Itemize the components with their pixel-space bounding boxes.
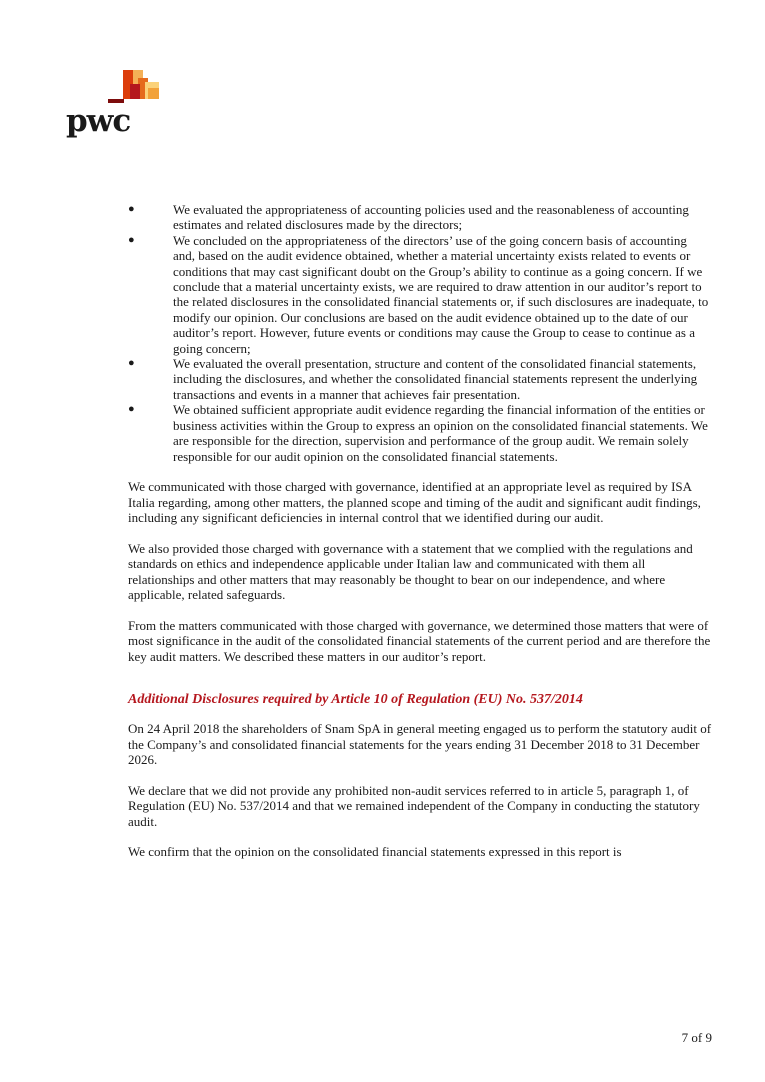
paragraph-non-audit: We declare that we did not provide any prohibited non-audit services referred to in article 5, paragraph 1, of Regulation (EU) No. 537/2014 and that we remained independent of the Company in conducting the statutory audit. (128, 782, 700, 829)
bullet-icon: ● (128, 357, 135, 370)
bullet-icon: ● (128, 203, 135, 215)
bullet-item: ● We evaluated the appropriateness of accounting policies used and the reasonableness of accounting estimates and related disclosures made by the directors; (128, 202, 689, 233)
bullet-item: ● We obtained sufficient appropriate audit evidence regarding the financial information of the entities or business activities within the Group to express an opinion on the consolidated financial statements. We are responsible for the direction, supervision and performance of the group audit. We remain solely responsible for our audit opinion on the consolidated financial statements. (128, 402, 708, 464)
paragraph-confirm: We confirm that the opinion on the consolidated financial statements expressed in this report is (128, 844, 622, 860)
section-heading: Additional Disclosures required by Article 10 of Regulation (EU) No. 537/2014 (128, 692, 583, 708)
bullet-item: ● We evaluated the overall presentation, structure and content of the consolidated financial statements, including the disclosures, and whether the consolidated financial statements represent the underlying transactions and events in a manner that achieves fair presentation. (128, 356, 698, 402)
paragraph-independence: We also provided those charged with governance with a statement that we complied with the regulations and standards on ethics and independence applicable under Italian law and communicated with them all relationships and other matters that may reasonably be thought to bear on our independence, and where applicable, related safeguards. (128, 540, 693, 603)
bullet-icon: ● (128, 233, 135, 246)
logo-block-6 (130, 84, 140, 99)
bullet-icon: ● (128, 403, 135, 416)
logo-block-5 (148, 88, 159, 99)
bullet-list (128, 202, 712, 464)
report-body (128, 202, 712, 860)
paragraph-engagement: On 24 April 2018 the shareholders of Snam SpA in general meeting engaged us to perform the statutory audit of the Company’s and consolidated financial statements for the years ending 31 December 2018 to 31 December 2026. (128, 721, 712, 767)
paragraph-governance: We communicated with those charged with governance, identified at an appropriate level as required by ISA Italia regarding, among other matters, the planned scope and timing of the audit and significant audit findings, including any significant deficiencies in internal control that we identified during our audit. (128, 479, 701, 526)
paragraph-key-matters: From the matters communicated with those charged with governance, we determined those matters that were of most significance in the audit of the consolidated financial statements of the current period and are therefore the key audit matters. We described these matters in our auditor’s report. (128, 617, 711, 664)
bullet-item: ● We concluded on the appropriateness of the directors’ use of the going concern basis of accounting and, based on the audit evidence obtained, whether a material uncertainty exists related to events or conditions that may cast significant doubt on the Group’s ability to continue as a going concern. If we conclude that a material uncertainty exists, we are required to draw attention in our auditor’s report to the related disclosures in the consolidated financial statements or, if such disclosures are inadequate, to modify our opinion. Our conclusions are based on the audit evidence obtained up to the date of our auditor’s report. However, future events or conditions may cause the Group to cease to continue as a going concern; (128, 232, 709, 356)
logo-wordmark: pwc (66, 103, 131, 139)
pwc-logo (66, 70, 166, 142)
page-number: 7 of 9 (681, 1030, 712, 1045)
